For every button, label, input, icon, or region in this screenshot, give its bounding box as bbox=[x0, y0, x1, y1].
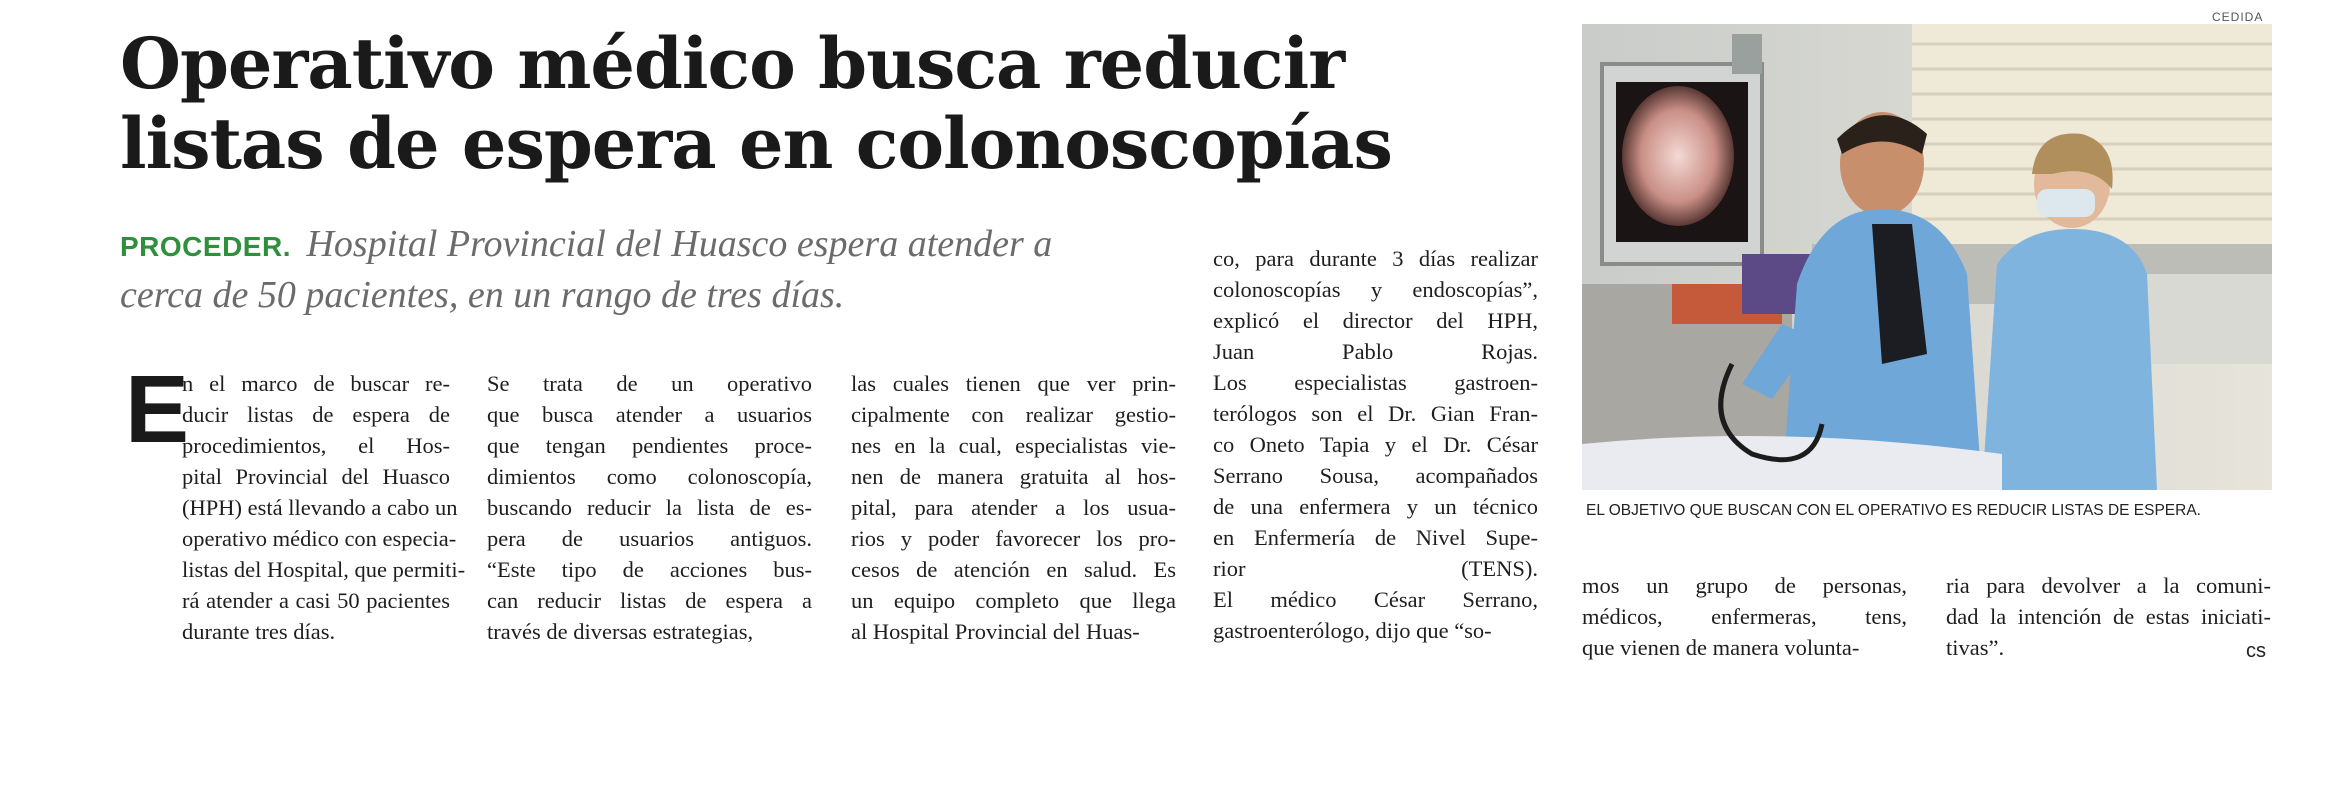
body-line: Juan Pablo Rojas. bbox=[1213, 339, 1538, 364]
body-line: pital, para atender a los usua- bbox=[851, 495, 1176, 520]
body-line: gastroenterólogo, dijo que “so- bbox=[1213, 618, 1492, 643]
body-line: pera de usuarios antiguos. bbox=[487, 526, 812, 551]
body-line: buscando reducir la lista de es- bbox=[487, 495, 812, 520]
body-line: listas del Hospital, que permiti- bbox=[182, 557, 466, 582]
lead-line-1 bbox=[120, 220, 1200, 271]
body-column-4 bbox=[1213, 243, 1538, 646]
body-line: al Hospital Provincial del Huas- bbox=[851, 619, 1140, 644]
body-line: terólogos son el Dr. Gian Fran- bbox=[1213, 401, 1538, 426]
body-column-5 bbox=[1582, 570, 1907, 663]
body-line: operativo médico con especia- bbox=[182, 526, 457, 551]
article-photo bbox=[1582, 24, 2272, 490]
body-line: cipalmente con realizar gestio- bbox=[851, 402, 1176, 427]
body-line: tivas”. bbox=[1946, 635, 2005, 660]
body-line: que vienen de manera volunta- bbox=[1582, 635, 1860, 660]
body-line: través de diversas estrategias, bbox=[487, 619, 754, 644]
lead-text-1: Hospital Provincial del Huasco espera atender a bbox=[306, 223, 1053, 265]
lead-paragraph bbox=[120, 220, 1200, 319]
body-line: cesos de atención en salud. Es bbox=[851, 557, 1176, 582]
body-column-6 bbox=[1946, 570, 2271, 663]
body-line: dad la intención de estas iniciati- bbox=[1946, 604, 2271, 629]
body-line: n el marco de buscar re- bbox=[182, 371, 450, 396]
end-mark: cs bbox=[2246, 640, 2266, 662]
body-line: durante tres días. bbox=[182, 619, 336, 644]
headline bbox=[120, 24, 1520, 184]
body-line: mos un grupo de personas, bbox=[1582, 573, 1907, 598]
body-line: co, para durante 3 días realizar bbox=[1213, 246, 1538, 271]
body-line: que busca atender a usuarios bbox=[487, 402, 812, 427]
photo-credit: CEDIDA bbox=[2212, 10, 2264, 24]
body-column-2 bbox=[487, 368, 812, 647]
body-line: nes en la cual, especialistas vie- bbox=[851, 433, 1176, 458]
headline-line-2: listas de espera en colonoscopías bbox=[120, 102, 1392, 185]
body-line: dimientos como colonoscopía, bbox=[487, 464, 812, 489]
body-column-3 bbox=[851, 368, 1176, 647]
body-line: pital Provincial del Huasco bbox=[182, 464, 450, 489]
body-line: de una enfermera y un técnico bbox=[1213, 494, 1538, 519]
body-line: procedimientos, el Hos- bbox=[182, 433, 450, 458]
body-line: en Enfermería de Nivel Supe- bbox=[1213, 525, 1538, 550]
photo-caption: EL OBJETIVO QUE BUSCAN CON EL OPERATIVO ES REDUCIR LISTAS DE ESPERA. bbox=[1586, 502, 2201, 519]
body-line: rior (TENS). bbox=[1213, 556, 1538, 581]
body-column-1 bbox=[182, 368, 466, 647]
body-line: explicó el director del HPH, bbox=[1213, 308, 1538, 333]
body-line: que tengan pendientes proce- bbox=[487, 433, 812, 458]
body-line: rá atender a casi 50 pacientes bbox=[182, 588, 450, 613]
body-line: (HPH) está llevando a cabo un bbox=[182, 495, 458, 520]
body-line: ria para devolver a la comuni- bbox=[1946, 573, 2271, 598]
body-line: colonoscopías y endoscopías”, bbox=[1213, 277, 1538, 302]
lead-line-2: cerca de 50 pacientes, en un rango de tres días. bbox=[120, 274, 845, 316]
body-line: Serrano Sousa, acompañados bbox=[1213, 463, 1538, 488]
body-line: “Este tipo de acciones bus- bbox=[487, 557, 812, 582]
body-line: un equipo completo que llega bbox=[851, 588, 1176, 613]
headline-line-1: Operativo médico busca reducir bbox=[120, 22, 1345, 105]
body-line: nen de manera gratuita al hos- bbox=[851, 464, 1176, 489]
lead-kicker: PROCEDER. bbox=[120, 231, 291, 262]
body-line: médicos, enfermeras, tens, bbox=[1582, 604, 1907, 629]
drop-cap: E bbox=[125, 356, 190, 463]
body-line: Los especialistas gastroen- bbox=[1213, 370, 1538, 395]
body-line: las cuales tienen que ver prin- bbox=[851, 371, 1176, 396]
body-line: Se trata de un operativo bbox=[487, 371, 812, 396]
body-line: El médico César Serrano, bbox=[1213, 587, 1538, 612]
body-line: can reducir listas de espera a bbox=[487, 588, 812, 613]
body-line: rios y poder favorecer los pro- bbox=[851, 526, 1176, 551]
body-line: co Oneto Tapia y el Dr. César bbox=[1213, 432, 1538, 457]
body-line: ducir listas de espera de bbox=[182, 402, 450, 427]
